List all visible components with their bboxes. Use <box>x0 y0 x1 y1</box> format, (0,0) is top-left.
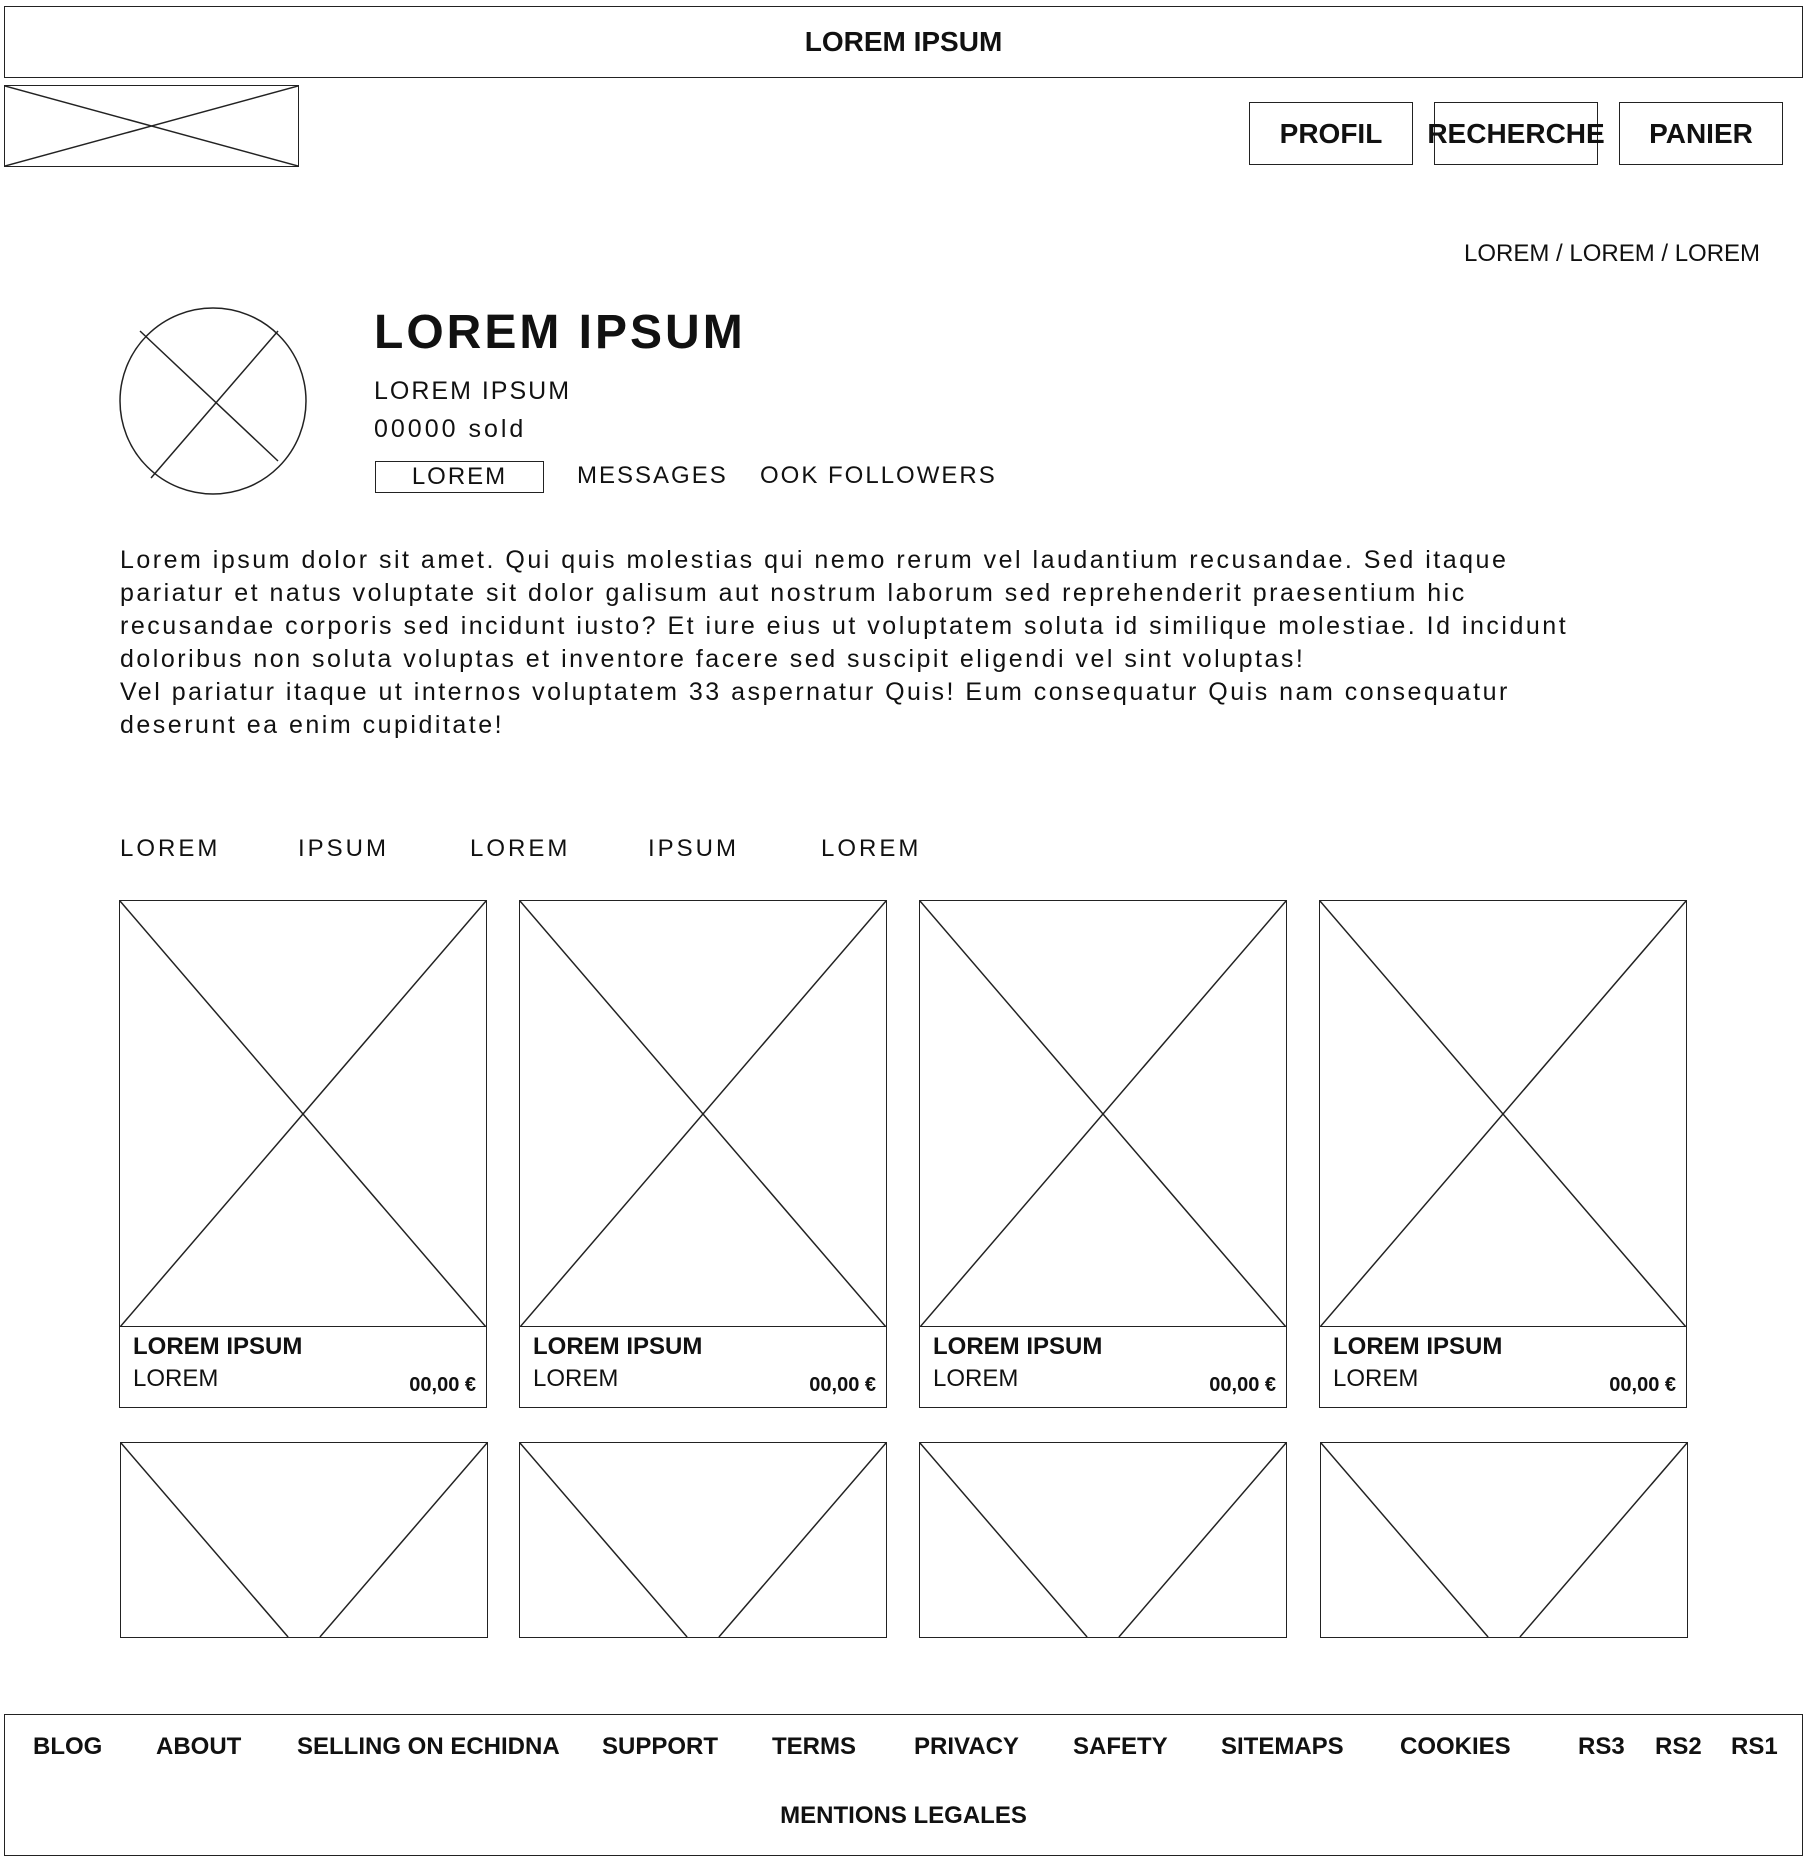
filter-tab[interactable]: LOREM <box>821 835 922 862</box>
product-title: LOREM IPSUM <box>533 1333 703 1360</box>
product-image[interactable] <box>120 1442 488 1638</box>
footer-link-safety[interactable]: SAFETY <box>1073 1733 1168 1760</box>
product-price: 00,00 € <box>1209 1374 1276 1396</box>
product-price: 00,00 € <box>809 1374 876 1396</box>
footer <box>4 1714 1803 1856</box>
footer-link-sitemaps[interactable]: SITEMAPS <box>1221 1733 1344 1760</box>
shop-tab-button[interactable] <box>375 461 544 493</box>
product-image[interactable] <box>519 900 887 1328</box>
product-title: LOREM IPSUM <box>133 1333 303 1360</box>
shop-tab-button-label: LOREM <box>411 463 508 490</box>
page-title: LOREM IPSUM <box>374 306 746 359</box>
recherche-button[interactable] <box>1427 102 1605 165</box>
product-info[interactable] <box>919 1326 1287 1408</box>
shop-description: Lorem ipsum dolor sit amet. Qui quis molestias qui nemo rerum vel laudantium recusandae. Sed itaque pariatur et natus voluptate sit dolor galisum aut nostrum laborum sed reprehenderit praesentium hic recusandae corporis sed incidunt iusto? Et iure eius ut voluptatem soluta id similique molestiae. Id incidunt doloribus non soluta voluptas et inventore facere sed suscipit eligendi vel sint voluptas! Vel pariatur itaque ut internos voluptatem 33 aspernatur Quis! Eum consequatur Quis nam consequatur deserunt ea enim cupiditate! <box>120 546 1569 739</box>
recherche-button-label: RECHERCHE <box>1427 117 1605 149</box>
product-image[interactable] <box>919 900 1287 1328</box>
footer-link-blog[interactable]: BLOG <box>33 1733 103 1760</box>
image-placeholder-icon <box>520 1443 886 1637</box>
filter-tab[interactable]: IPSUM <box>298 835 390 862</box>
panier-button-label: PANIER <box>1649 117 1753 149</box>
panier-button[interactable] <box>1619 102 1783 165</box>
social-link-rs1[interactable]: RS1 <box>1731 1733 1778 1760</box>
footer-link-terms[interactable]: TERMS <box>772 1733 856 1760</box>
social-link-rs3[interactable]: RS3 <box>1578 1733 1625 1760</box>
avatar <box>118 306 308 496</box>
filter-tab[interactable]: LOREM <box>120 835 221 862</box>
footer-link-support[interactable]: SUPPORT <box>602 1733 719 1760</box>
footer-link-mentions-legales[interactable]: MENTIONS LEGALES <box>780 1802 1027 1829</box>
image-placeholder-icon <box>520 901 886 1327</box>
shop-subtitle: LOREM IPSUM <box>374 377 572 405</box>
product-image[interactable] <box>1319 900 1687 1328</box>
product-image[interactable] <box>1320 1442 1688 1638</box>
product-image[interactable] <box>919 1442 1287 1638</box>
product-subtitle: LOREM <box>133 1365 219 1392</box>
product-image[interactable] <box>519 1442 887 1638</box>
product-image[interactable] <box>119 900 487 1328</box>
filter-tab[interactable]: IPSUM <box>648 835 740 862</box>
image-placeholder-icon <box>121 1443 487 1637</box>
product-subtitle: LOREM <box>533 1365 619 1392</box>
image-placeholder-icon <box>1321 1443 1687 1637</box>
image-placeholder-icon <box>120 901 486 1327</box>
followers-link[interactable]: OOK FOLLOWERS <box>760 462 997 489</box>
top-banner <box>4 6 1803 78</box>
footer-link-privacy[interactable]: PRIVACY <box>914 1733 1019 1760</box>
image-placeholder-icon <box>920 901 1286 1327</box>
footer-link-cookies[interactable]: COOKIES <box>1400 1733 1511 1760</box>
product-title: LOREM IPSUM <box>933 1333 1103 1360</box>
footer-link-selling[interactable]: SELLING ON ECHIDNA <box>297 1733 560 1760</box>
avatar-placeholder-icon <box>118 306 308 496</box>
breadcrumb[interactable]: LOREM / LOREM / LOREM <box>1464 240 1761 267</box>
product-subtitle: LOREM <box>1333 1365 1419 1392</box>
product-price: 00,00 € <box>409 1374 476 1396</box>
logo-placeholder[interactable] <box>4 85 299 167</box>
profil-button[interactable] <box>1249 102 1413 165</box>
placeholder-cross-icon <box>5 86 298 166</box>
image-placeholder-icon <box>920 1443 1286 1637</box>
profil-button-label: PROFIL <box>1279 117 1383 149</box>
product-info[interactable] <box>519 1326 887 1408</box>
product-price: 00,00 € <box>1609 1374 1676 1396</box>
sold-count: 00000 sold <box>374 415 527 443</box>
banner-title: LOREM IPSUM <box>804 26 1003 57</box>
image-placeholder-icon <box>1320 901 1686 1327</box>
product-info[interactable] <box>1319 1326 1687 1408</box>
footer-link-about[interactable]: ABOUT <box>156 1733 242 1760</box>
product-info[interactable] <box>119 1326 487 1408</box>
product-title: LOREM IPSUM <box>1333 1333 1503 1360</box>
filter-tab[interactable]: LOREM <box>470 835 571 862</box>
product-subtitle: LOREM <box>933 1365 1019 1392</box>
social-link-rs2[interactable]: RS2 <box>1655 1733 1702 1760</box>
messages-link[interactable]: MESSAGES <box>577 462 728 489</box>
